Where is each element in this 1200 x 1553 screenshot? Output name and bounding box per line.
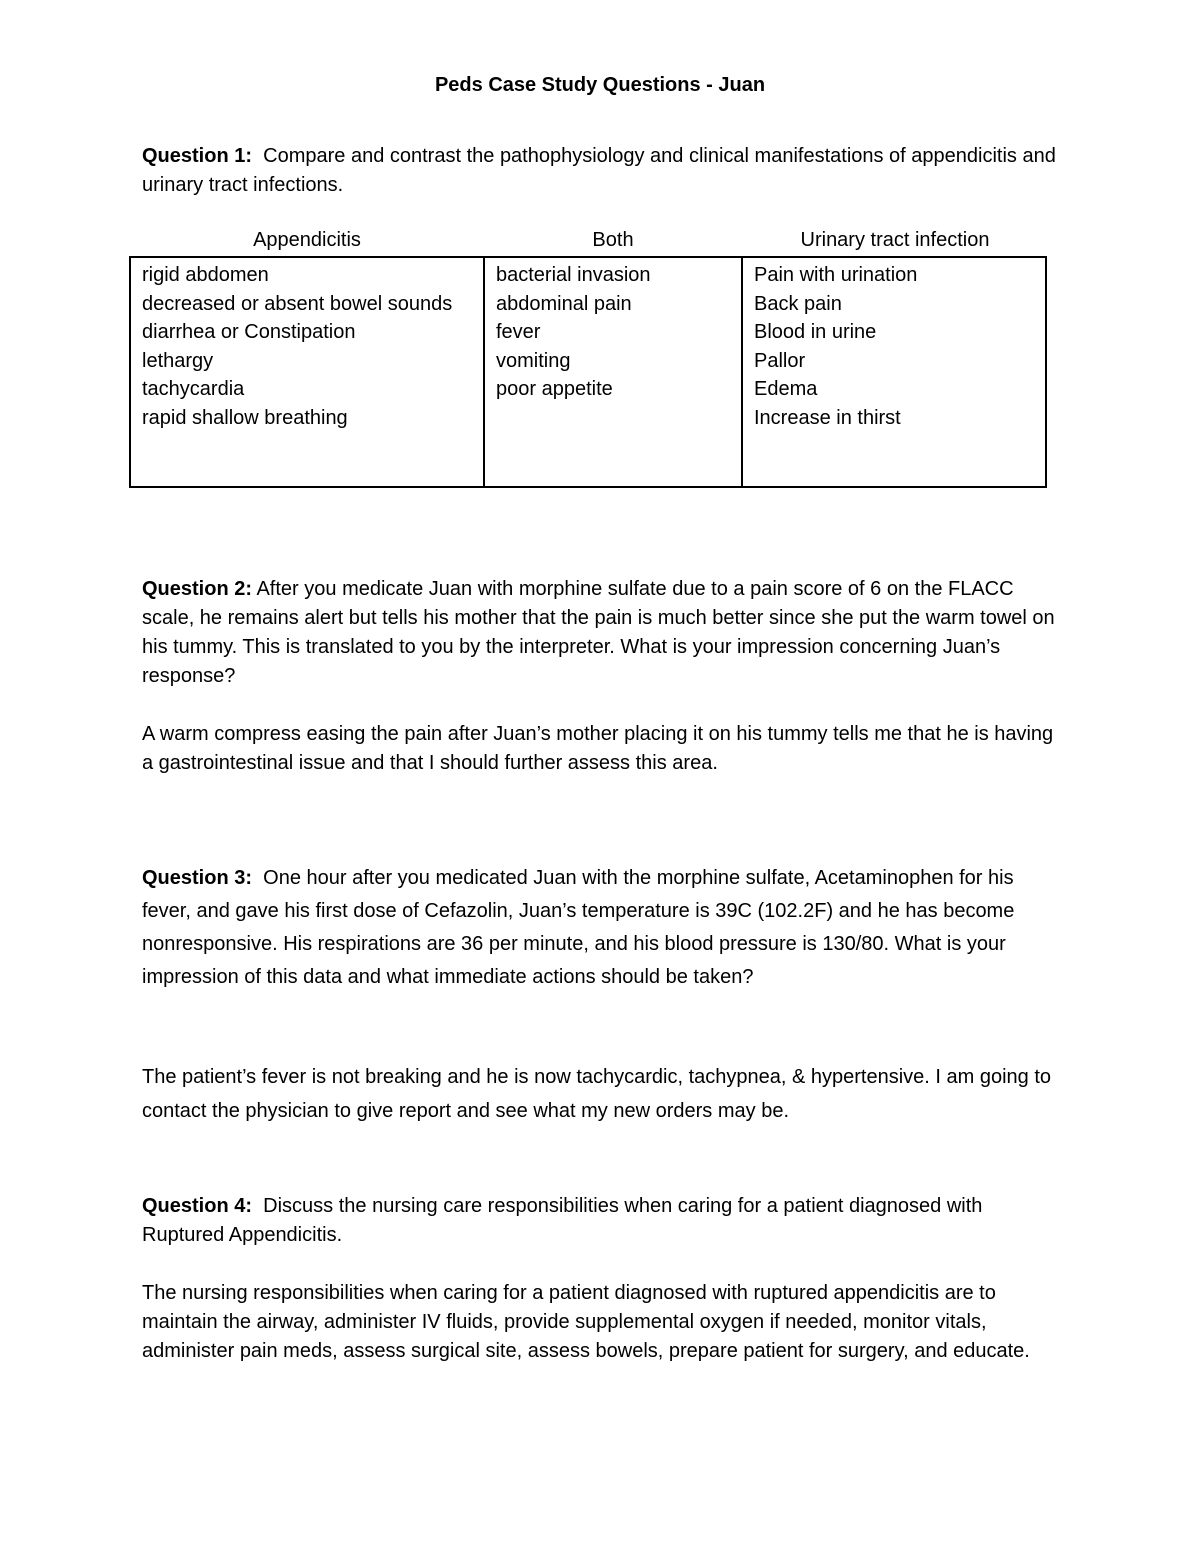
header-urinary-tract-infection: Urinary tract infection bbox=[800, 229, 990, 251]
column-both bbox=[485, 258, 743, 486]
list-item: Edema bbox=[754, 378, 818, 401]
question-2-label: Question 2: bbox=[142, 578, 253, 600]
list-item: fever bbox=[496, 321, 541, 344]
question-2-answer: A warm compress easing the pain after Juan’s mother placing it on his tummy tells me that he is having a gastrointestinal issue and that I should further assess this area. bbox=[142, 723, 1054, 774]
list-item: rigid abdomen bbox=[142, 264, 269, 286]
list-item: lethargy bbox=[142, 349, 214, 372]
question-1-text: Compare and contrast the pathophysiology and clinical manifestations of appendicitis and urinary tract infections. bbox=[142, 145, 1056, 196]
list-item: Pallor bbox=[754, 349, 806, 372]
question-4-text: Discuss the nursing care responsibilities when caring for a patient diagnosed with Ruptured Appendicitis. bbox=[142, 1195, 983, 1246]
question-2-text: After you medicate Juan with morphine sulfate due to a pain score of 6 on the FLACC scale, he remains alert but tells his mother that the pain is much better since she put the warm towel on his tummy. This is translated to you by the interpreter. What is your impression concerning Juan’s response? bbox=[142, 578, 1055, 687]
question-3 bbox=[142, 862, 1062, 994]
list-item: Back pain bbox=[754, 292, 842, 315]
question-4-answer: The nursing responsibilities when caring for a patient diagnosed with ruptured appendicitis are to maintain the airway, administer IV fluids, provide supplemental oxygen if needed, monitor vitals, administer pain meds, assess surgical site, assess bowels, prepare patient for surgery, and educate. bbox=[142, 1282, 1030, 1362]
question-2 bbox=[142, 575, 1062, 691]
question-3-label: Question 3: bbox=[142, 867, 253, 889]
question-1 bbox=[142, 142, 1062, 200]
list-item: decreased or absent bowel sounds bbox=[142, 292, 453, 315]
list-item: Blood in urine bbox=[754, 321, 877, 344]
comparison-table bbox=[129, 256, 1047, 488]
comparison-table-headers bbox=[130, 229, 1048, 257]
list-item: tachycardia bbox=[142, 378, 245, 401]
list-item: Pain with urination bbox=[754, 264, 918, 286]
list-item: poor appetite bbox=[496, 378, 613, 401]
question-4-label: Question 4: bbox=[142, 1195, 253, 1217]
list-item: rapid shallow breathing bbox=[142, 406, 348, 429]
header-appendicitis: Appendicitis bbox=[253, 229, 361, 251]
question-3-text: One hour after you medicated Juan with the morphine sulfate, Acetaminophen for his fever, and gave his first dose of Cefazolin, Juan’s temperature is 39C (102.2F) and he has become nonresponsive. His respirations are 36 per minute, and his blood pressure is 130/80. What is your impression of this data and what immediate actions should be taken? bbox=[142, 867, 1015, 988]
question-4 bbox=[142, 1192, 1062, 1250]
column-appendicitis bbox=[131, 258, 485, 486]
header-both: Both bbox=[592, 229, 634, 251]
document-title: Peds Case Study Questions - Juan bbox=[434, 74, 766, 96]
column-urinary-tract-infection bbox=[743, 258, 1045, 486]
question-1-label: Question 1: bbox=[142, 145, 253, 167]
list-item: diarrhea or Constipation bbox=[142, 321, 356, 344]
list-item: vomiting bbox=[496, 349, 571, 372]
question-3-answer: The patient’s fever is not breaking and he is now tachycardic, tachypnea, & hypertensive. I am going to contact the physician to give report and see what my new orders may be. bbox=[142, 1066, 1052, 1122]
list-item: Increase in thirst bbox=[754, 406, 901, 429]
list-item: abdominal pain bbox=[496, 292, 632, 315]
list-item: bacterial invasion bbox=[496, 264, 651, 286]
